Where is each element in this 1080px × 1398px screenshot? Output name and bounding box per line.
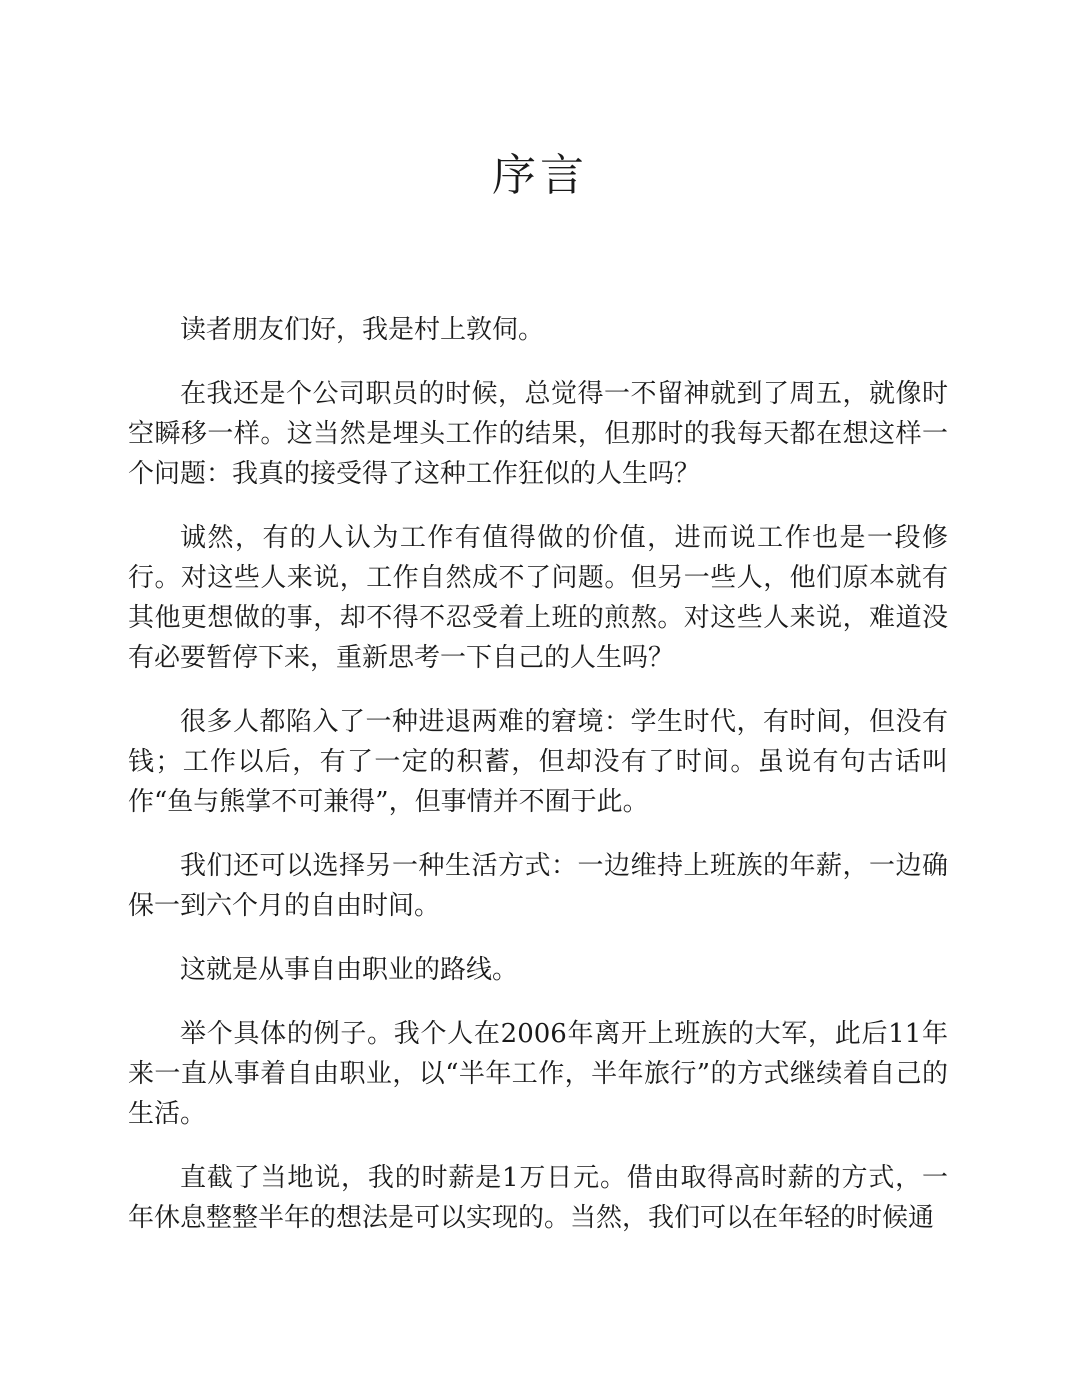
paragraph-1: 读者朋友们好，我是村上敦伺。 (180, 315, 545, 345)
body-text (128, 310, 948, 1262)
paragraph-8: 直截了当地说，我的时薪是1万日元。借由取得高时薪的方式，一年休息整整半年的想法是可以实现的。当然，我们可以在年轻的时候通 (128, 1163, 948, 1233)
paragraph-2: 在我还是个公司职员的时候，总觉得一不留神就到了周五，就像时空瞬移一样。这当然是埋头工作的结果，但那时的我每天都在想这样一个问题：我真的接受得了这种工作狂似的人生吗？ (128, 379, 948, 489)
paragraph-7: 举个具体的例子。我个人在2006年离开上班族的大军，此后11年来一直从事着自由职业，以“半年工作，半年旅行”的方式继续着自己的生活。 (128, 1019, 948, 1129)
page-title: 序言 (492, 150, 588, 201)
paragraph-3: 诚然，有的人认为工作有值得做的价值，进而说工作也是一段修行。对这些人来说，工作自然成不了问题。但另一些人，他们原本就有其他更想做的事，却不得不忍受着上班的煎熬。对这些人来说，难道没有必要暂停下来，重新思考一下自己的人生吗？ (128, 523, 948, 673)
paragraph-6: 这就是从事自由职业的路线。 (180, 955, 519, 985)
paragraph-5: 我们还可以选择另一种生活方式：一边维持上班族的年薪，一边确保一到六个月的自由时间。 (128, 851, 948, 921)
paragraph-4: 很多人都陷入了一种进退两难的窘境：学生时代，有时间，但没有钱；工作以后，有了一定的积蓄，但却没有了时间。虽说有句古话叫作“鱼与熊掌不可兼得”，但事情并不囿于此。 (128, 707, 948, 817)
